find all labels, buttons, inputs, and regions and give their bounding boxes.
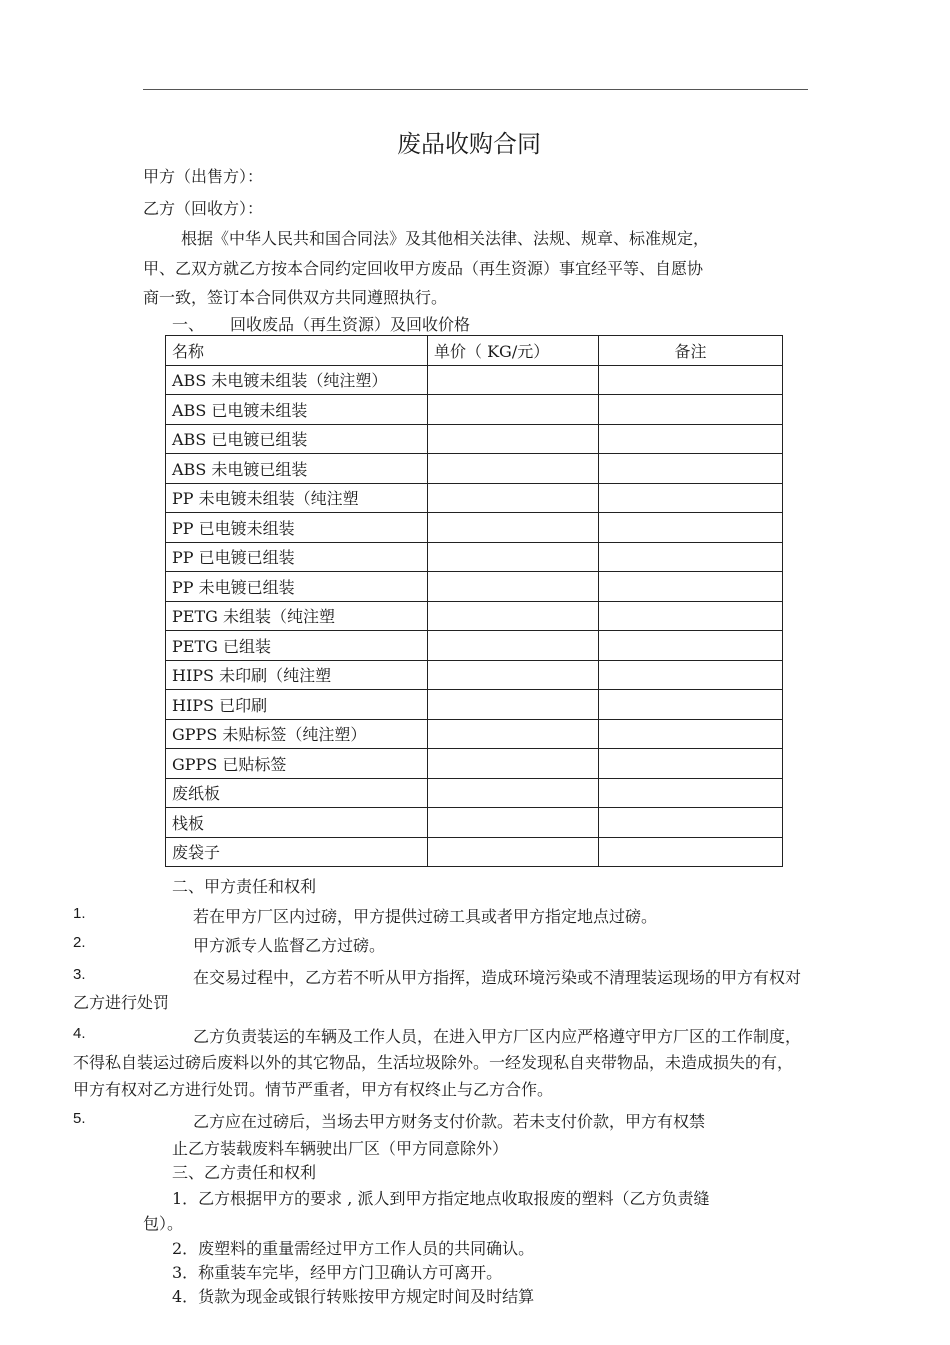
table-row: [166, 631, 783, 661]
cell-item-name: PP 已电镀未组装: [166, 513, 428, 543]
cell-unit-price[interactable]: [428, 542, 599, 572]
s3-item-1-line-1: 1．乙方根据甲方的要求 , 派人到甲方指定地点收取报废的塑料（乙方负责缝: [172, 1189, 710, 1208]
price-table: [165, 335, 783, 867]
cell-item-name: PETG 未组装（纯注塑: [166, 601, 428, 631]
s2-item-5-line-2: 止乙方装载废料车辆驶出厂区（甲方同意除外）: [172, 1139, 509, 1158]
section1-title: 回收废品（再生资源）及回收价格: [230, 315, 471, 334]
header-name: 名称: [166, 336, 428, 366]
document-title: 废品收购合同: [397, 130, 541, 158]
s2-item-5-num: 5.: [73, 1110, 86, 1127]
cell-unit-price[interactable]: [428, 660, 599, 690]
cell-unit-price[interactable]: [428, 690, 599, 720]
s3-item-4: 4．货款为现金或银行转账按甲方规定时间及时结算: [172, 1287, 535, 1306]
s2-item-5-line-1: 乙方应在过磅后，当场去甲方财务支付价款。若未支付价款，甲方有权禁: [193, 1112, 706, 1131]
cell-item-name: 栈板: [166, 808, 428, 838]
cell-remarks[interactable]: [599, 631, 783, 661]
table-row: [166, 572, 783, 602]
cell-item-name: PP 未电镀未组装（纯注塑: [166, 483, 428, 513]
cell-item-name: ABS 已电镀未组装: [166, 395, 428, 425]
party-b-label: 乙方（回收方）：: [143, 199, 264, 218]
cell-unit-price[interactable]: [428, 601, 599, 631]
cell-unit-price[interactable]: [428, 572, 599, 602]
header-remarks: 备注: [599, 336, 783, 366]
party-a-label: 甲方（出售方）：: [143, 167, 264, 186]
s2-item-3-line-1: 在交易过程中，乙方若不听从甲方指挥，造成环境污染或不清理装运现场的甲方有权对: [193, 968, 802, 987]
s2-item-4-line-2: 不得私自装运过磅后废料以外的其它物品，生活垃圾除外。一经发现私自夹带物品，未造成损失的有，: [73, 1053, 794, 1072]
cell-unit-price[interactable]: [428, 837, 599, 867]
cell-unit-price[interactable]: [428, 513, 599, 543]
cell-remarks[interactable]: [599, 424, 783, 454]
cell-item-name: 废袋子: [166, 837, 428, 867]
intro-line-3: 商一致，签订本合同供双方共同遵照执行。: [143, 288, 448, 307]
s2-item-3-num: 3.: [73, 966, 86, 983]
cell-remarks[interactable]: [599, 513, 783, 543]
table-row: [166, 778, 783, 808]
section3-title: 三、乙方责任和权利: [172, 1163, 317, 1182]
section1-number: 一、: [172, 315, 205, 334]
table-row: [166, 808, 783, 838]
cell-item-name: GPPS 未贴标签（纯注塑）: [166, 719, 428, 749]
cell-remarks[interactable]: [599, 395, 783, 425]
cell-remarks[interactable]: [599, 690, 783, 720]
cell-item-name: 废纸板: [166, 778, 428, 808]
table-row: [166, 601, 783, 631]
cell-remarks[interactable]: [599, 837, 783, 867]
table-row: [166, 365, 783, 395]
section2-title: 二、甲方责任和权利: [172, 877, 317, 896]
table-row: [166, 719, 783, 749]
cell-remarks[interactable]: [599, 749, 783, 779]
s3-item-1-line-2: 包）。: [143, 1214, 184, 1233]
header-rule: [143, 89, 808, 90]
s2-item-4-line-3: 甲方有权对乙方进行处罚。情节严重者，甲方有权终止与乙方合作。: [73, 1080, 554, 1099]
s2-item-2-num: 2.: [73, 934, 86, 951]
table-row: [166, 690, 783, 720]
cell-unit-price[interactable]: [428, 631, 599, 661]
header-unit-price: 单价（ KG/元）: [428, 336, 599, 366]
cell-unit-price[interactable]: [428, 719, 599, 749]
cell-remarks[interactable]: [599, 778, 783, 808]
cell-unit-price[interactable]: [428, 424, 599, 454]
table-row: [166, 837, 783, 867]
cell-remarks[interactable]: [599, 719, 783, 749]
cell-unit-price[interactable]: [428, 808, 599, 838]
cell-item-name: ABS 未电镀未组装（纯注塑）: [166, 365, 428, 395]
table-row: [166, 424, 783, 454]
table-row: [166, 483, 783, 513]
cell-item-name: PP 已电镀已组装: [166, 542, 428, 572]
s3-item-3: 3．称重装车完毕，经甲方门卫确认方可离开。: [172, 1263, 503, 1282]
cell-remarks[interactable]: [599, 365, 783, 395]
cell-item-name: PP 未电镀已组装: [166, 572, 428, 602]
s2-item-2-line-1: 甲方派专人监督乙方过磅。: [193, 936, 386, 955]
cell-item-name: ABS 已电镀已组装: [166, 424, 428, 454]
table-row: [166, 513, 783, 543]
cell-unit-price[interactable]: [428, 365, 599, 395]
cell-remarks[interactable]: [599, 660, 783, 690]
cell-item-name: GPPS 已贴标签: [166, 749, 428, 779]
table-row: [166, 542, 783, 572]
cell-unit-price[interactable]: [428, 454, 599, 484]
s3-item-2: 2．废塑料的重量需经过甲方工作人员的共同确认。: [172, 1239, 535, 1258]
cell-remarks[interactable]: [599, 808, 783, 838]
table-row: [166, 395, 783, 425]
s2-item-4-num: 4.: [73, 1025, 86, 1042]
cell-remarks[interactable]: [599, 542, 783, 572]
cell-item-name: HIPS 未印刷（纯注塑: [166, 660, 428, 690]
s2-item-4-line-1: 乙方负责装运的车辆及工作人员，在进入甲方厂区内应严格遵守甲方厂区的工作制度，: [193, 1027, 802, 1046]
table-row: [166, 660, 783, 690]
s2-item-3-line-2: 乙方进行处罚: [73, 993, 170, 1012]
cell-unit-price[interactable]: [428, 395, 599, 425]
cell-unit-price[interactable]: [428, 483, 599, 513]
table-header-row: [166, 336, 783, 366]
table-row: [166, 749, 783, 779]
cell-remarks[interactable]: [599, 572, 783, 602]
cell-item-name: ABS 未电镀已组装: [166, 454, 428, 484]
cell-item-name: PETG 已组装: [166, 631, 428, 661]
cell-remarks[interactable]: [599, 483, 783, 513]
s2-item-1-line-1: 若在甲方厂区内过磅，甲方提供过磅工具或者甲方指定地点过磅。: [193, 907, 658, 926]
cell-remarks[interactable]: [599, 454, 783, 484]
cell-item-name: HIPS 已印刷: [166, 690, 428, 720]
intro-line-2: 甲、乙双方就乙方按本合同约定回收甲方废品（再生资源）事宜经平等、自愿协: [143, 259, 704, 278]
cell-remarks[interactable]: [599, 601, 783, 631]
cell-unit-price[interactable]: [428, 778, 599, 808]
intro-line-1: 根据《中华人民共和国合同法》及其他相关法律、法规、规章、标准规定，: [181, 229, 710, 248]
cell-unit-price[interactable]: [428, 749, 599, 779]
s2-item-1-num: 1.: [73, 905, 86, 922]
table-row: [166, 454, 783, 484]
